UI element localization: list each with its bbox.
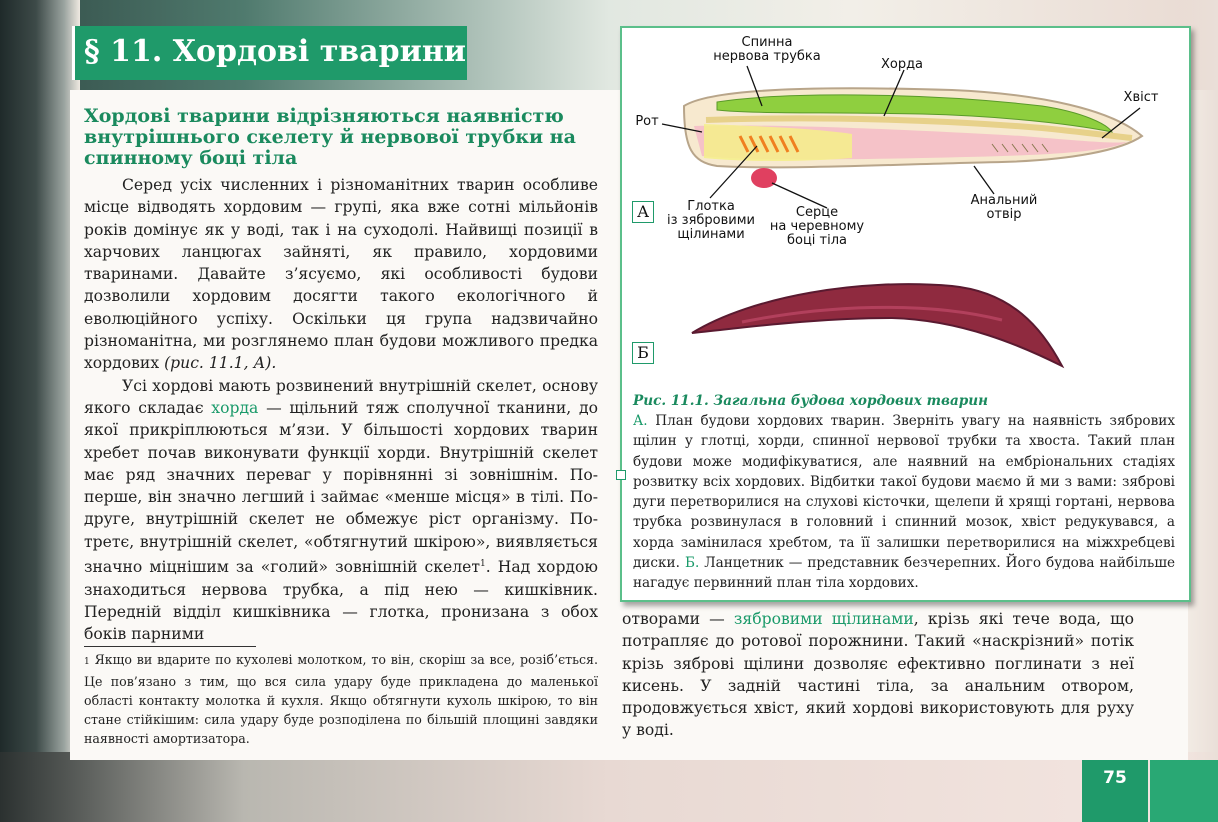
paragraph-1 xyxy=(84,174,598,375)
label-anal-opening xyxy=(964,194,1044,222)
term-chorda: хорда xyxy=(211,398,259,417)
label-pharynx-line3: щілинами xyxy=(677,227,745,242)
footnote-divider xyxy=(84,646,256,647)
label-pharynx xyxy=(656,200,766,242)
figure-caption xyxy=(633,411,1175,594)
label-anal-line1: Анальний xyxy=(970,193,1038,208)
page-number: 75 xyxy=(1103,768,1127,788)
label-anal-line2: отвір xyxy=(986,207,1022,222)
label-nerve-tube xyxy=(704,36,830,64)
page-title: § 11. Хордові тварини xyxy=(84,34,467,69)
label-tail: Хвіст xyxy=(1123,90,1159,105)
background-bottom-decoration xyxy=(0,752,1218,822)
paragraph-2-text-a: Усі хордові мають розвинений внутрішній скелет, основу якого складає xyxy=(84,376,598,417)
caption-a-text: План будови хордових тварин. Зверніть увагу на наявність зябрових щілин у глотці, хорди, спинної нервової трубки та хвоста. Такий план будови може модифікуватися, але наявний на ембріональних стадіях розвитку всіх хордових. Відбитки такої будови маємо й ми з вами: зяброві дуги перетворилися на слухові кісточки, щелепи й хрящі гортані, нервова трубка розвинулася в головний і спинний мозок, хвіст редукувався, а хорда замінилася хребтом, та її залишки перетворилися на міжхребцеві диски. xyxy=(633,413,1175,572)
panel-b-label: Б xyxy=(632,342,654,364)
figure-reference: (рис. 11.1, А). xyxy=(164,354,277,373)
panel-a-label: А xyxy=(632,201,654,223)
label-mouth: Рот xyxy=(635,114,659,129)
label-pharynx-line2: із зябровими xyxy=(667,213,755,228)
term-gill-slits: зябровими щілинами xyxy=(733,610,914,628)
paragraph-2-text-c: . Над хордою знаходиться нервова трубка, а під нею — кишківник. Передній відділ кишківника — глотка, пронизана з обох боків парними xyxy=(84,558,598,644)
label-heart xyxy=(764,206,870,248)
paragraph-1-text: Серед усіх численних і різноманітних тварин особливе місце відводять хордовим — групі, яка вже сотні мільйонів років домінує як у воді, так і на суходолі. Найвищі позиції в харчових ланцюгах зайняті, як правило, хордовими тваринами. Давайте з’ясуємо, які особливості будови дозволили хордовим досягти такого екологічного й еволюційного успіху. Оскільки ця група надзвичайно різноманітна, ми розглянемо план будови можливого предка хордових xyxy=(84,176,598,373)
left-column-text xyxy=(84,174,598,645)
footnote-text: Якщо ви вдарите по кухолеві молотком, то він, скоріш за все, розіб’ється. Це пов’язано з тим, що вся сила удару буде прикладена до маленької області контакту молотка й кухля. Якщо обтягнути кухоль шкірою, то він стане стійкішим: сила удару буде розподілена по більшій площині завдяки наявності амортизатора. xyxy=(84,652,598,746)
label-heart-line2: на черевному xyxy=(769,219,865,234)
background-left-shadow xyxy=(0,0,80,822)
figure-caption-title: Рис. 11.1. Загальна будова хордових тварин xyxy=(633,393,989,409)
label-heart-line3: боці тіла xyxy=(786,233,848,248)
paragraph-2-text-b: — щільний тяж сполучної тканини, до якої прикріплюються м’язи. У більшості хордових тварин хребет почав виконувати функції хорди. Внутрішній скелет має ряд значних переваг у порівнянні зі зовнішнім. По-перше, він значно легший і займає «менше місця» в тілі. По-друге, внутрішній скелет не обмежує ріст організму. По-третє, внутрішній скелет, «обтягнутий шкірою», виявляється значно міцнішим за «голий» зовнішній скелет xyxy=(84,398,598,577)
right-text-b: , крізь які тече вода, що потрапляє до ротової порожнини. Такий «наскрізний» потік крізь зяброві щілини дозволяє ефективно поглинати з неї кисень. У задній частині тіла, за анальним отвором, продовжується хвіст, який хордові використовують для руху у воді. xyxy=(622,610,1134,740)
paragraph-2 xyxy=(84,375,598,646)
heart xyxy=(751,168,777,188)
right-column-text xyxy=(622,608,1134,742)
page-number-strip xyxy=(1150,760,1218,822)
right-text-a: отворами — xyxy=(622,610,725,628)
footnote-mark: 1 xyxy=(84,657,90,667)
label-heart-line1: Серце xyxy=(795,205,839,220)
figure-marker xyxy=(616,470,626,480)
label-nerve-tube-line2: нервова трубка xyxy=(713,49,821,64)
caption-a-mark: А. xyxy=(633,413,648,429)
label-chorda: Хорда xyxy=(880,57,924,72)
footnote-ref: 1 xyxy=(479,559,486,570)
caption-b-text: Ланцетник — представник безчерепних. Його будова найбільше нагадує первинний план тіла хордових. xyxy=(633,555,1176,592)
lancelet-photo xyxy=(692,284,1062,366)
label-pharynx-line1: Глотка xyxy=(687,199,735,214)
caption-b-mark: Б. xyxy=(684,555,700,572)
label-nerve-tube-line1: Спинна xyxy=(741,35,793,50)
section-subtitle: Хордові тварини відрізняються наявністю внутрішнього скелету й нервової трубки на спинному боці тіла xyxy=(84,105,576,169)
footnote xyxy=(84,650,598,748)
